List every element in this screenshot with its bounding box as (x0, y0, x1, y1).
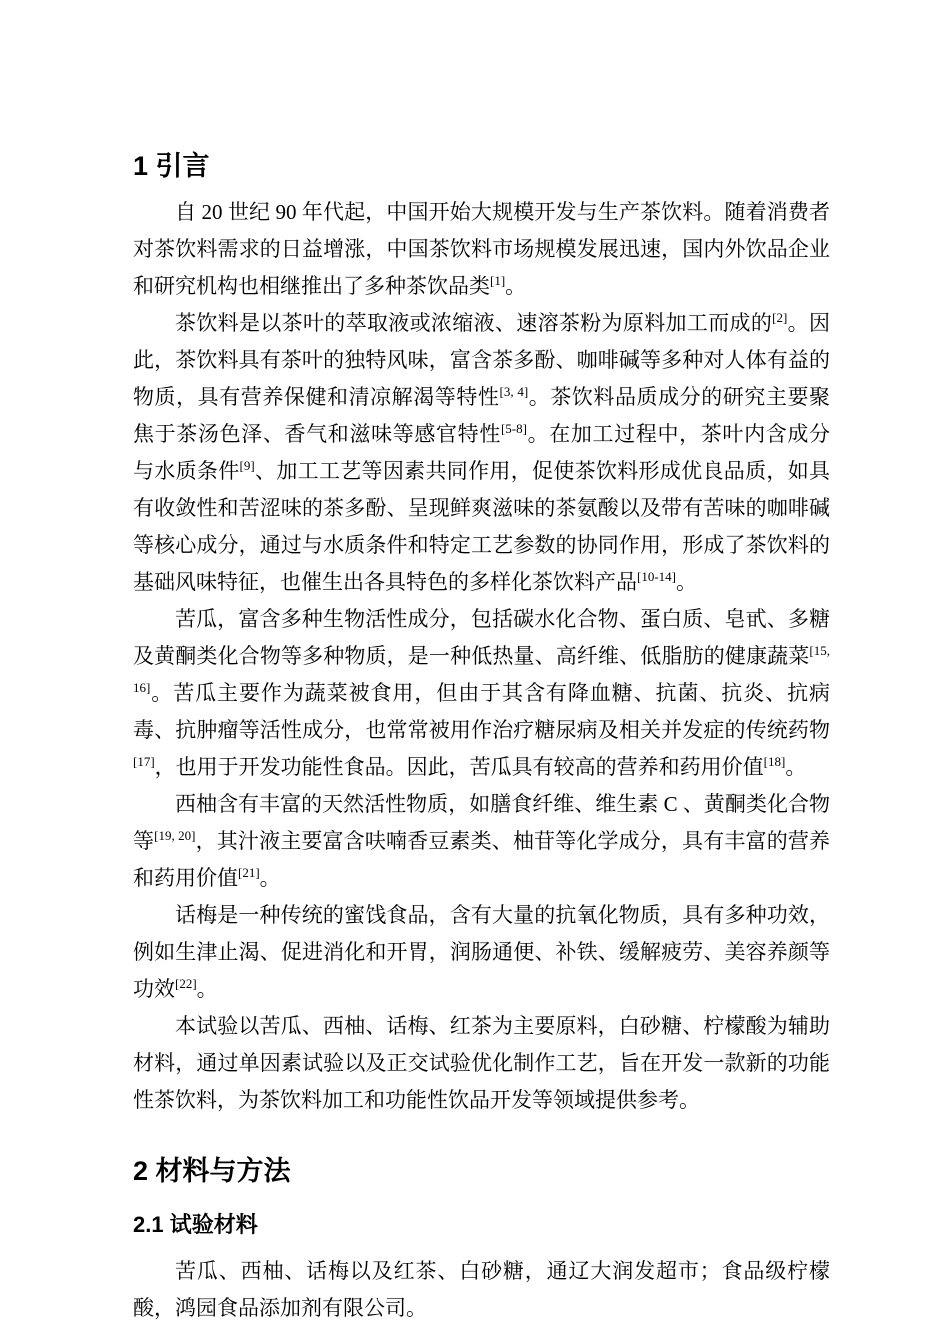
citation-superscript: [21] (238, 865, 260, 880)
paragraph-test-materials-1: 苦瓜、西柚、话梅以及红茶、白砂糖，通辽大润发超市；食品级柠檬酸，鸿园食品添加剂有限公司。 (133, 1259, 830, 1320)
subsection-heading-test-materials: 2.1 试验材料 (133, 1212, 258, 1237)
paragraph-intro-5: 话梅是一种传统的蜜饯食品，含有大量的抗氧化物质，具有多种功效，例如生津止渴、促进消化和开胃，润肠通便、补铁、缓解疲劳、美容养颜等功效[22]。 (133, 903, 830, 1001)
paragraph-intro-1: 自 20 世纪 90 年代起，中国开始大规模开发与生产茶饮料。随着消费者对茶饮料需求的日益增涨，中国茶饮料市场规模发展迅速，国内外饮品企业和研究机构也相继推出了多种茶饮品类[1]。 (133, 200, 830, 298)
section-heading-introduction: 1 引言 (133, 151, 210, 181)
paragraph-intro-2: 茶饮料是以茶叶的萃取液或浓缩液、速溶茶粉为原料加工而成的[2]。因此，茶饮料具有茶叶的独特风味，富含茶多酚、咖啡碱等多种对人体有益的物质，具有营养保健和清凉解渴等特性[3, 4]。茶饮料品质成分的研究主要聚焦于茶汤色泽、香气和滋味等感官特性[5-8]。在加工过程中，茶叶内含成分与水质条件[9]、加工工艺等因素共同作用，促使茶饮料形成优良品质，如具有收敛性和苦涩味的茶多酚、呈现鲜爽滋味的茶氨酸以及带有苦味的咖啡碱等核心成分，通过与水质条件和特定工艺参数的协同作用，形成了茶饮料的基础风味特征，也催生出各具特色的多样化茶饮料产品[10-14]。 (133, 310, 831, 594)
citation-superscript: [3, 4] (499, 384, 529, 399)
paragraph-intro-3: 苦瓜，富含多种生物活性成分，包括碳水化合物、蛋白质、皂甙、多糖及黄酮类化合物等多种物质，是一种低热量、高纤维、低脂肪的健康蔬菜[15, 16]。苦瓜主要作为蔬菜被食用，但由于其含有降血糖、抗菌、抗炎、抗病毒、抗肿瘤等活性成分，也常常被用作治疗糖尿病及相关并发症的传统药物[17]，也用于开发功能性食品。因此，苦瓜具有较高的营养和药用价值[18]。 (133, 607, 830, 779)
citation-superscript: [22] (175, 976, 197, 991)
citation-superscript: [2] (772, 310, 788, 325)
citation-superscript: [1] (490, 273, 506, 288)
citation-superscript: [9] (239, 458, 255, 473)
citation-superscript: [5-8] (500, 421, 527, 436)
citation-superscript: [19, 20] (154, 828, 196, 843)
citation-superscript: [15, 16] (133, 643, 830, 695)
section-heading-materials-methods: 2 材料与方法 (133, 1156, 291, 1186)
paragraph-intro-4: 西柚含有丰富的天然活性物质，如膳食纤维、维生素 C 、黄酮类化合物等[19, 20]，其汁液主要富含呋喃香豆素类、柚苷等化学成分，具有丰富的营养和药用价值[21]。 (133, 792, 830, 890)
citation-superscript: [10-14] (637, 569, 676, 584)
citation-superscript: [17] (133, 754, 155, 769)
paragraph-intro-6: 本试验以苦瓜、西柚、话梅、红茶为主要原料，白砂糖、柠檬酸为辅助材料，通过单因素试验以及正交试验优化制作工艺，旨在开发一款新的功能性茶饮料，为茶饮料加工和功能性饮品开发等领域提供参考。 (133, 1014, 830, 1112)
citation-superscript: [18] (763, 754, 786, 769)
